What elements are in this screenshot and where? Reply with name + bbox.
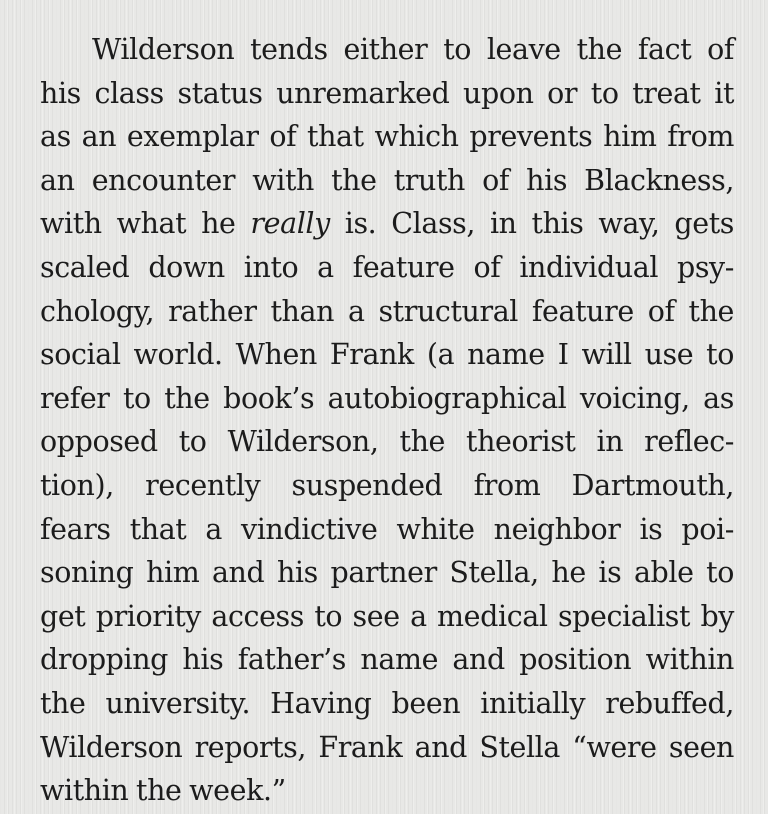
- text-segment: is. Class, in this way, gets: [329, 207, 734, 241]
- text-line: tion), recently suspended from Dartmouth,: [40, 468, 734, 502]
- text-line: within the week.”: [40, 774, 286, 808]
- text-line: opposed to Wilderson, the theorist in reflec-: [40, 425, 734, 459]
- text-line: fears that a vindictive white neighbor is poi-: [40, 512, 734, 546]
- text-line: Wilderson tends either to leave the fact of: [92, 33, 734, 66]
- text-line: the university. Having been initially rebuffed,: [40, 686, 734, 720]
- text-line: soning him and his partner Stella, he is able to: [40, 556, 734, 590]
- text-line: get priority access to see a medical specialist by: [40, 599, 734, 633]
- text-line: as an exemplar of that which prevents him from: [40, 120, 734, 154]
- text-line: scaled down into a feature of individual psy-: [40, 250, 734, 284]
- text-line: social world. When Frank (a name I will use to: [40, 338, 734, 372]
- text-segment: with what he: [40, 207, 251, 241]
- text-line: Wilderson reports, Frank and Stella “were seen: [40, 730, 734, 764]
- text-line: [40, 202, 734, 246]
- text-line: chology, rather than a structural feature of the: [40, 294, 734, 328]
- text-line: his class status unremarked upon or to treat it: [40, 76, 734, 110]
- emphasized-word: really: [250, 207, 330, 241]
- text-line: an encounter with the truth of his Blackness,: [40, 163, 734, 197]
- text-line: refer to the book’s autobiographical voicing, as: [40, 381, 734, 415]
- text-line: dropping his father’s name and position within: [40, 643, 734, 677]
- body-paragraph: [40, 28, 734, 813]
